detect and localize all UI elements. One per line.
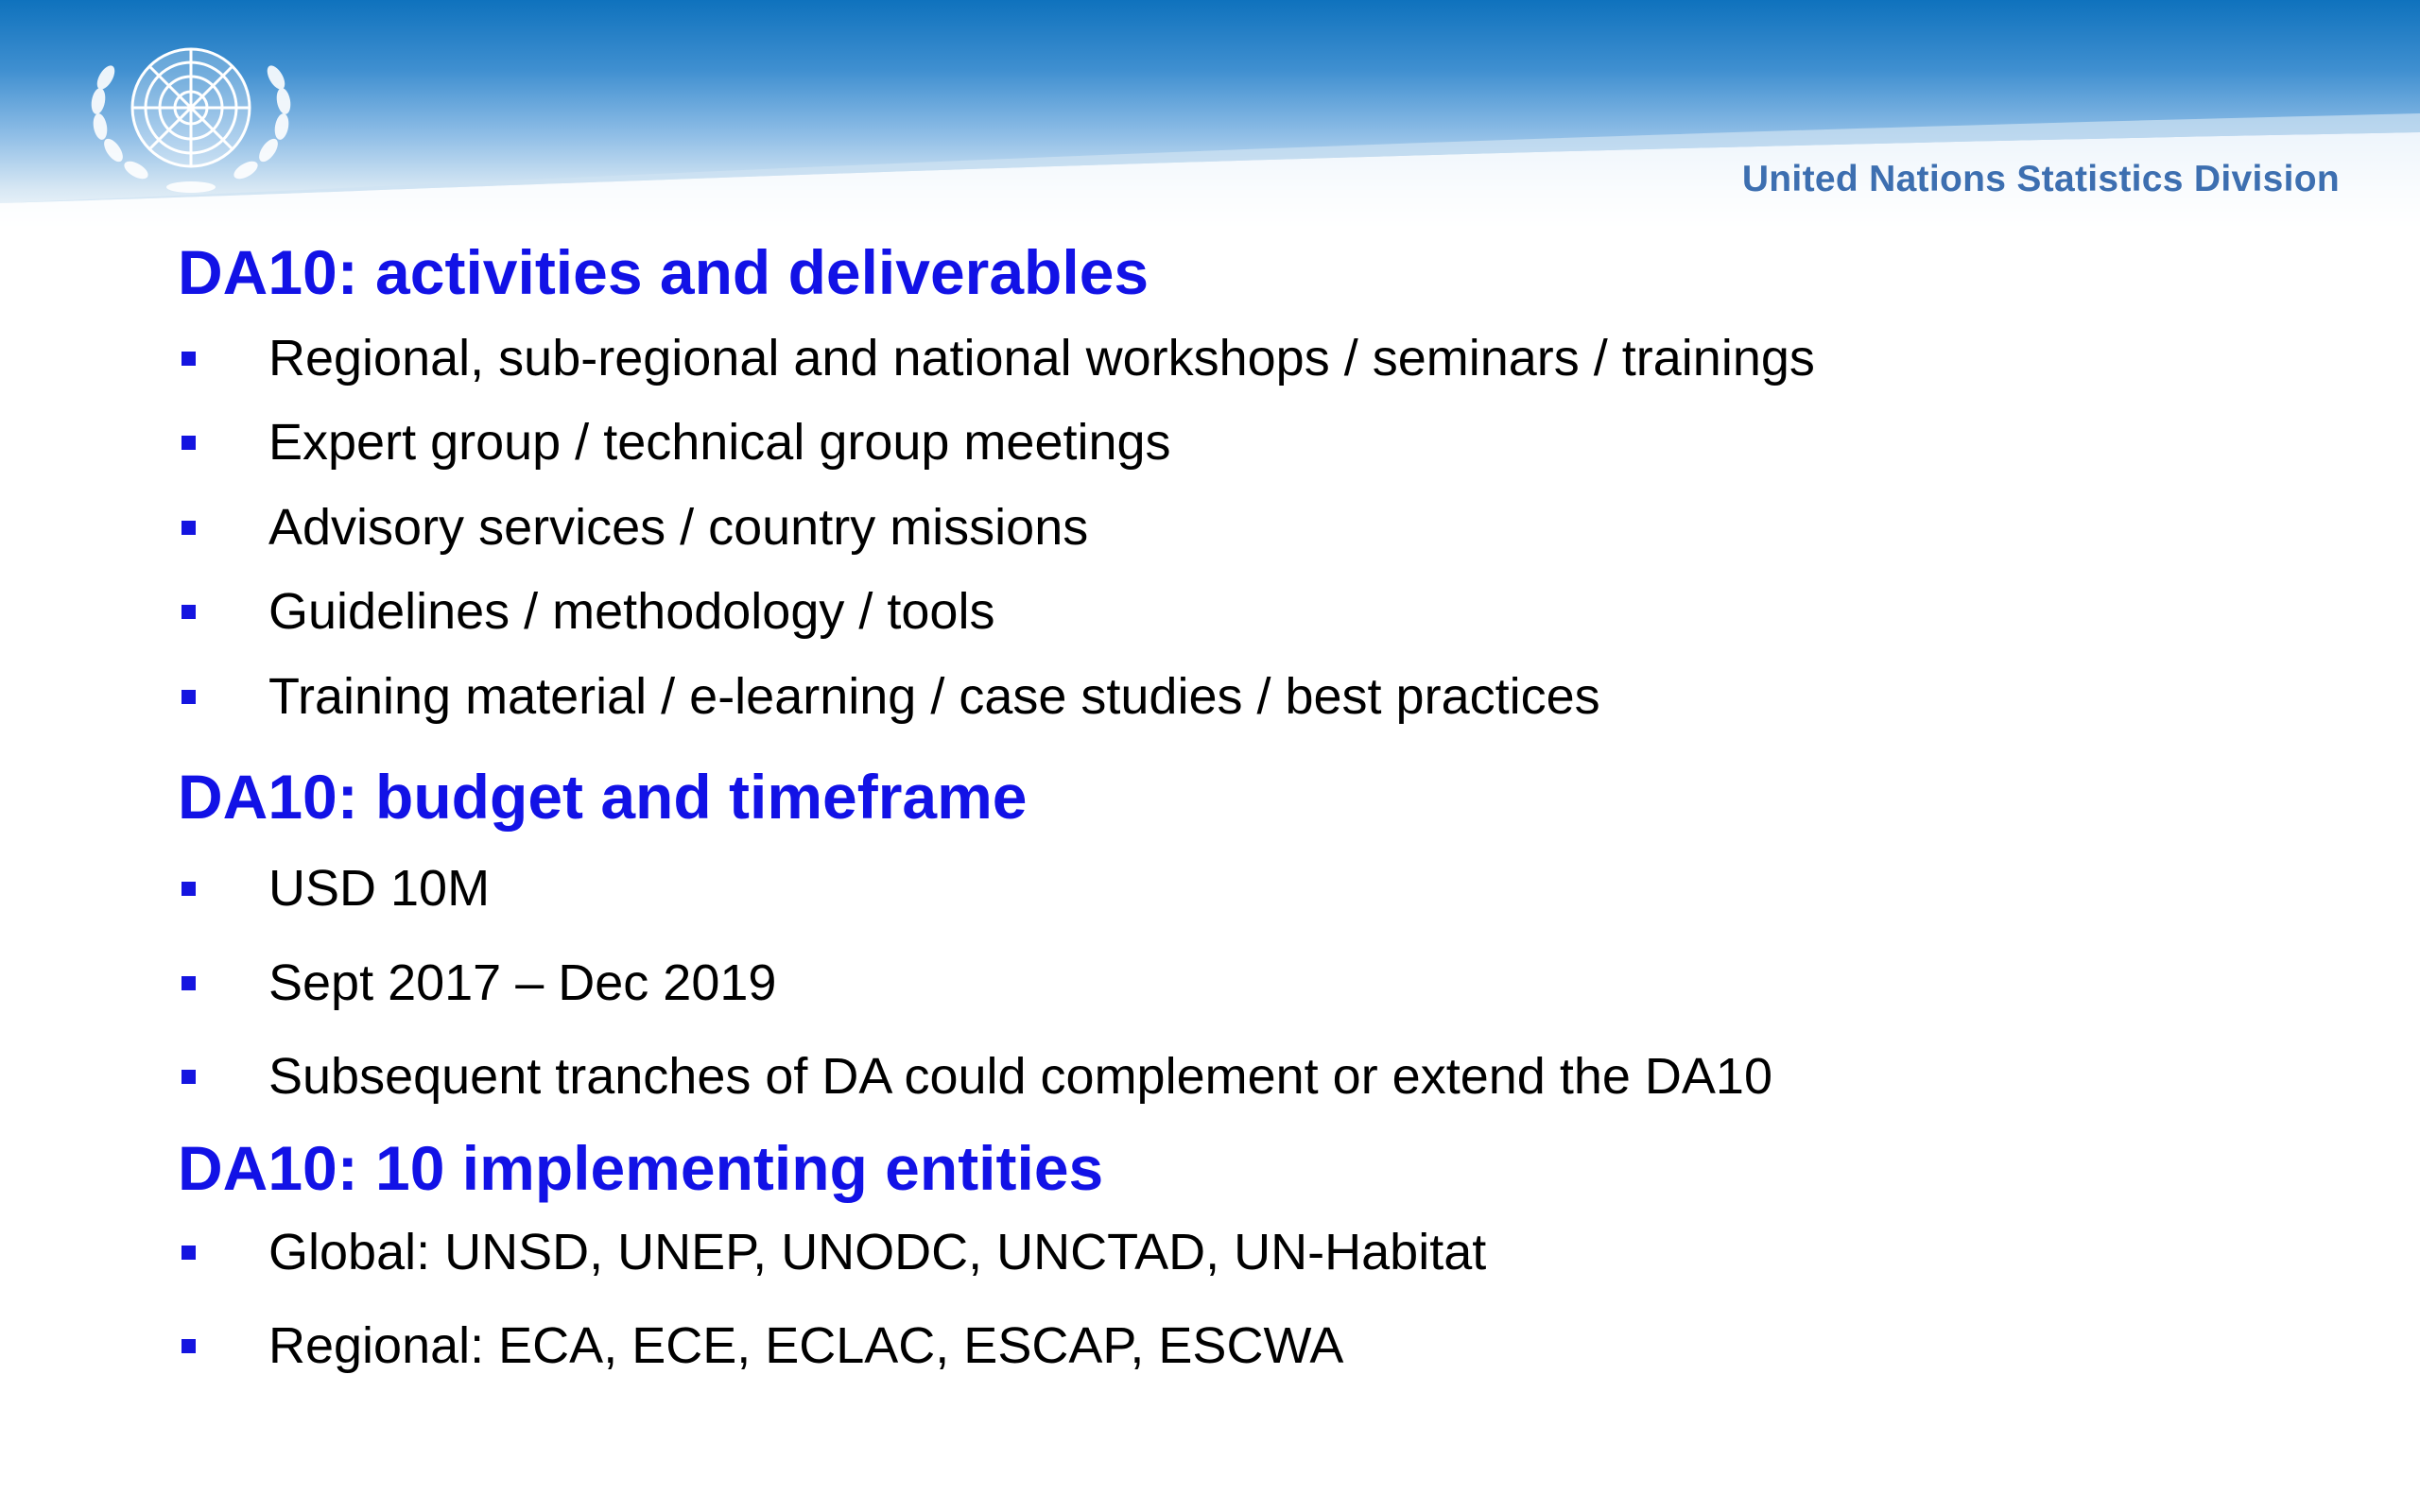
section-heading-entities: DA10: 10 implementing entities: [178, 1133, 1104, 1203]
bullet-icon: [182, 882, 196, 896]
list-item-text: USD 10M: [268, 860, 491, 917]
bullet-icon: [182, 1246, 196, 1260]
list-item-text: Subsequent tranches of DA could complement or extend the DA10: [268, 1048, 1772, 1105]
list-item-text: Training material / e-learning / case studies / best practices: [268, 668, 1600, 725]
bullet-icon: [182, 352, 196, 366]
bullet-icon: [182, 1339, 196, 1353]
list-item-text: Regional: ECA, ECE, ECLAC, ESCAP, ESCWA: [268, 1317, 1344, 1374]
bullet-icon: [182, 690, 196, 704]
bullet-icon: [182, 436, 196, 450]
section-heading-budget: DA10: budget and timeframe: [178, 762, 1028, 832]
division-name: United Nations Statistics Division: [1741, 159, 2340, 199]
bullet-icon: [182, 521, 196, 535]
bullet-icon: [182, 1070, 196, 1084]
list-item-text: Expert group / technical group meetings: [268, 414, 1171, 471]
bullet-icon: [182, 605, 196, 619]
list-item-text: Advisory services / country missions: [268, 499, 1089, 556]
list-item-text: Regional, sub-regional and national workshops / seminars / trainings: [268, 330, 1815, 387]
section-heading-activities: DA10: activities and deliverables: [178, 237, 1150, 307]
list-item-text: Global: UNSD, UNEP, UNODC, UNCTAD, UN-Habitat: [268, 1224, 1487, 1280]
list-item-text: Guidelines / methodology / tools: [268, 583, 995, 640]
bullet-icon: [182, 976, 196, 990]
list-item-text: Sept 2017 – Dec 2019: [268, 954, 777, 1011]
